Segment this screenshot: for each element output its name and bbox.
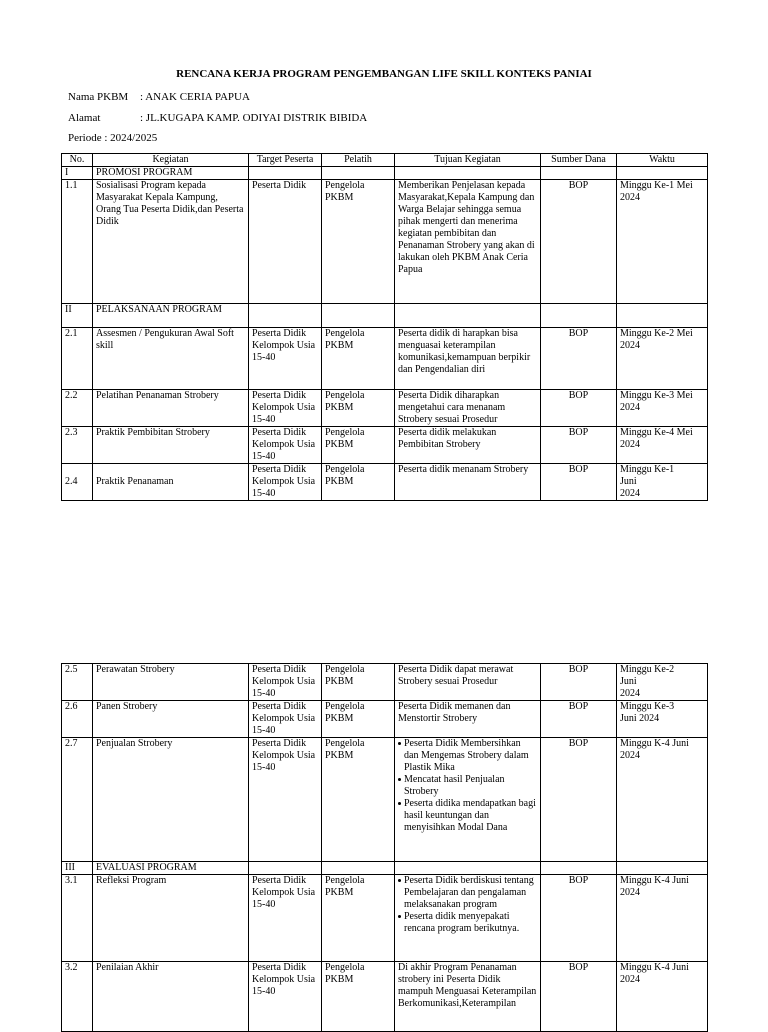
cell-dana: BOP bbox=[541, 464, 617, 501]
cell-pelatih: Pengelola PKBM bbox=[322, 664, 395, 701]
info-value: : ANAK CERIA PAPUA bbox=[140, 91, 250, 103]
cell-kegiatan: Praktik Pembibitan Strobery bbox=[93, 427, 249, 464]
table-row bbox=[62, 701, 708, 738]
work-plan-table-part2 bbox=[61, 663, 708, 1032]
header-target: Target Peserta bbox=[249, 154, 322, 167]
cell-no: 1.1 bbox=[62, 180, 93, 304]
table-row bbox=[62, 328, 708, 390]
waktu-line: Juni bbox=[620, 676, 637, 687]
cell-kegiatan: Penjualan Strobery bbox=[93, 738, 249, 862]
cell-waktu: Minggu Ke-2 Mei 2024 bbox=[617, 328, 708, 390]
cell-waktu: Minggu Ke-3 Mei 2024 bbox=[617, 390, 708, 427]
section-no: III bbox=[62, 862, 93, 875]
cell-waktu: Minggu K-4 Juni 2024 bbox=[617, 875, 708, 962]
table-row bbox=[62, 427, 708, 464]
cell-waktu: Minggu K-4 Juni 2024 bbox=[617, 738, 708, 862]
cell-no: 2.1 bbox=[62, 328, 93, 390]
header-kegiatan: Kegiatan bbox=[93, 154, 249, 167]
cell-kegiatan: Penilaian Akhir bbox=[93, 962, 249, 1032]
info-label: Nama PKBM bbox=[68, 91, 129, 103]
cell-tujuan: Peserta Didik dapat merawat Strobery sesuai Prosedur bbox=[395, 664, 541, 701]
cell-no: 2.5 bbox=[62, 664, 93, 701]
section-no: I bbox=[62, 167, 93, 180]
cell-pelatih: Pengelola PKBM bbox=[322, 390, 395, 427]
info-nama-pkbm bbox=[68, 91, 250, 103]
cell-no: 3.1 bbox=[62, 875, 93, 962]
table-row bbox=[62, 738, 708, 862]
cell-target: Peserta Didik Kelompok Usia 15-40 bbox=[249, 427, 322, 464]
cell-dana: BOP bbox=[541, 664, 617, 701]
header-waktu: Waktu bbox=[617, 154, 708, 167]
cell-no: 2.6 bbox=[62, 701, 93, 738]
waktu-line: Minggu Ke-2 bbox=[620, 664, 675, 675]
cell-target: Peserta Didik Kelompok Usia 15-40 bbox=[249, 390, 322, 427]
cell-dana: BOP bbox=[541, 962, 617, 1032]
tujuan-list bbox=[398, 875, 537, 935]
waktu-line: 2024 bbox=[620, 688, 640, 699]
cell-tujuan: Peserta didik menanam Strobery bbox=[395, 464, 541, 501]
cell-pelatih: Pengelola PKBM bbox=[322, 464, 395, 501]
section-no: II bbox=[62, 304, 93, 328]
cell-tujuan bbox=[395, 738, 541, 862]
cell-target: Peserta Didik Kelompok Usia 15-40 bbox=[249, 875, 322, 962]
cell-waktu: Minggu Ke-1 Mei 2024 bbox=[617, 180, 708, 304]
cell-tujuan: Memberikan Penjelasan kepada Masyarakat,Kepala Kampung dan Warga Belajar sehingga semua pihak mengerti dan menerima kegiatan pembibitan dan Penanaman Strobery yang akan di lakukan oleh PKBM Anak Ceria Papua bbox=[395, 180, 541, 304]
header-tujuan: Tujuan Kegiatan bbox=[395, 154, 541, 167]
header-sumber-dana: Sumber Dana bbox=[541, 154, 617, 167]
cell-tujuan: Di akhir Program Penanaman strobery ini Peserta Didik mampuh Menguasai Keterampilan Berkomunikasi,Keterampilan bbox=[395, 962, 541, 1032]
info-label: Alamat bbox=[68, 112, 101, 124]
cell-no: 3.2 bbox=[62, 962, 93, 1032]
table-row bbox=[62, 390, 708, 427]
list-item: Mencatat hasil Penjualan Strobery bbox=[404, 774, 537, 798]
waktu-line: 2024 bbox=[620, 488, 640, 499]
cell-tujuan: Peserta didik melakukan Pembibitan Strobery bbox=[395, 427, 541, 464]
cell-target: Peserta Didik Kelompok Usia 15-40 bbox=[249, 962, 322, 1032]
cell-no: 2.4 bbox=[62, 464, 93, 501]
waktu-line: Juni 2024 bbox=[620, 713, 660, 724]
cell-target: Peserta Didik Kelompok Usia 15-40 bbox=[249, 328, 322, 390]
cell-waktu bbox=[617, 664, 708, 701]
cell-no: 2.3 bbox=[62, 427, 93, 464]
cell-pelatih: Pengelola PKBM bbox=[322, 962, 395, 1032]
cell-pelatih: Pengelola PKBM bbox=[322, 875, 395, 962]
section-row bbox=[62, 862, 708, 875]
cell-dana: BOP bbox=[541, 875, 617, 962]
cell-target: Peserta Didik Kelompok Usia 15-40 bbox=[249, 664, 322, 701]
cell-tujuan: Peserta didik di harapkan bisa menguasai keterampilan komunikasi,kemampuan berpikir dan Pengendalian diri bbox=[395, 328, 541, 390]
cell-dana: BOP bbox=[541, 390, 617, 427]
table-row bbox=[62, 875, 708, 962]
cell-dana: BOP bbox=[541, 328, 617, 390]
cell-kegiatan: Panen Strobery bbox=[93, 701, 249, 738]
cell-dana: BOP bbox=[541, 427, 617, 464]
cell-tujuan: Peserta Didik memanen dan Menstortir Strobery bbox=[395, 701, 541, 738]
cell-kegiatan: Refleksi Program bbox=[93, 875, 249, 962]
cell-tujuan: Peserta Didik diharapkan mengetahui cara menanam Strobery sesuai Prosedur bbox=[395, 390, 541, 427]
work-plan-table-part1 bbox=[61, 153, 708, 501]
cell-kegiatan: Praktik Penanaman bbox=[93, 464, 249, 501]
header-pelatih: Pelatih bbox=[322, 154, 395, 167]
cell-no: 2.2 bbox=[62, 390, 93, 427]
cell-target: Peserta Didik bbox=[249, 180, 322, 304]
cell-kegiatan: Perawatan Strobery bbox=[93, 664, 249, 701]
cell-dana: BOP bbox=[541, 738, 617, 862]
waktu-line: Minggu Ke-1 bbox=[620, 464, 675, 475]
cell-target: Peserta Didik Kelompok Usia 15-40 bbox=[249, 701, 322, 738]
info-alamat bbox=[68, 112, 367, 124]
cell-kegiatan: Assesmen / Pengukuran Awal Soft skill bbox=[93, 328, 249, 390]
info-value: : JL.KUGAPA KAMP. ODIYAI DISTRIK BIBIDA bbox=[140, 112, 368, 124]
table-row bbox=[62, 180, 708, 304]
waktu-line: Minggu Ke-3 bbox=[620, 701, 675, 712]
section-row bbox=[62, 304, 708, 328]
cell-dana: BOP bbox=[541, 180, 617, 304]
cell-kegiatan: Sosialisasi Program kepada Masyarakat Kepala Kampung, Orang Tua Peserta Didik,dan Peserta Didik bbox=[93, 180, 249, 304]
table-row bbox=[62, 664, 708, 701]
cell-kegiatan: Pelatihan Penanaman Strobery bbox=[93, 390, 249, 427]
list-item: Peserta Didik berdiskusi tentang Pembelajaran dan pengalaman melaksanakan program bbox=[404, 875, 537, 911]
table-row bbox=[62, 464, 708, 501]
cell-dana: BOP bbox=[541, 701, 617, 738]
section-title: PELAKSANAAN PROGRAM bbox=[93, 304, 249, 328]
list-item: Peserta didika mendapatkan bagi hasil keuntungan dan menyisihkan Modal Dana bbox=[404, 798, 536, 833]
cell-waktu: Minggu Ke-4 Mei 2024 bbox=[617, 427, 708, 464]
cell-pelatih: Pengelola PKBM bbox=[322, 328, 395, 390]
cell-target: Peserta Didik Kelompok Usia 15-40 bbox=[249, 738, 322, 862]
cell-pelatih: Pengelola PKBM bbox=[322, 427, 395, 464]
list-item: Peserta Didik Membersihkan dan Mengemas Strobery dalam Plastik Mika bbox=[404, 738, 537, 774]
cell-pelatih: Pengelola PKBM bbox=[322, 701, 395, 738]
tujuan-list bbox=[398, 738, 537, 834]
info-label: Periode : 2024/2025 bbox=[68, 132, 158, 144]
waktu-line: Juni bbox=[620, 476, 637, 487]
cell-pelatih: Pengelola PKBM bbox=[322, 738, 395, 862]
section-title: EVALUASI PROGRAM bbox=[93, 862, 249, 875]
info-periode bbox=[68, 132, 157, 144]
cell-waktu bbox=[617, 464, 708, 501]
cell-target: Peserta Didik Kelompok Usia 15-40 bbox=[249, 464, 322, 501]
cell-no: 2.7 bbox=[62, 738, 93, 862]
section-title: PROMOSI PROGRAM bbox=[93, 167, 249, 180]
cell-pelatih: Pengelola PKBM bbox=[322, 180, 395, 304]
document-title: RENCANA KERJA PROGRAM PENGEMBANGAN LIFE SKILL KONTEKS PANIAI bbox=[176, 68, 592, 80]
table-header-row bbox=[62, 154, 708, 167]
header-no: No. bbox=[62, 154, 93, 167]
section-row bbox=[62, 167, 708, 180]
table-row bbox=[62, 962, 708, 1032]
list-item: Peserta didik menyepakati rencana program berikutnya. bbox=[404, 911, 537, 935]
cell-waktu bbox=[617, 701, 708, 738]
cell-waktu: Minggu K-4 Juni 2024 bbox=[617, 962, 708, 1032]
cell-tujuan bbox=[395, 875, 541, 962]
